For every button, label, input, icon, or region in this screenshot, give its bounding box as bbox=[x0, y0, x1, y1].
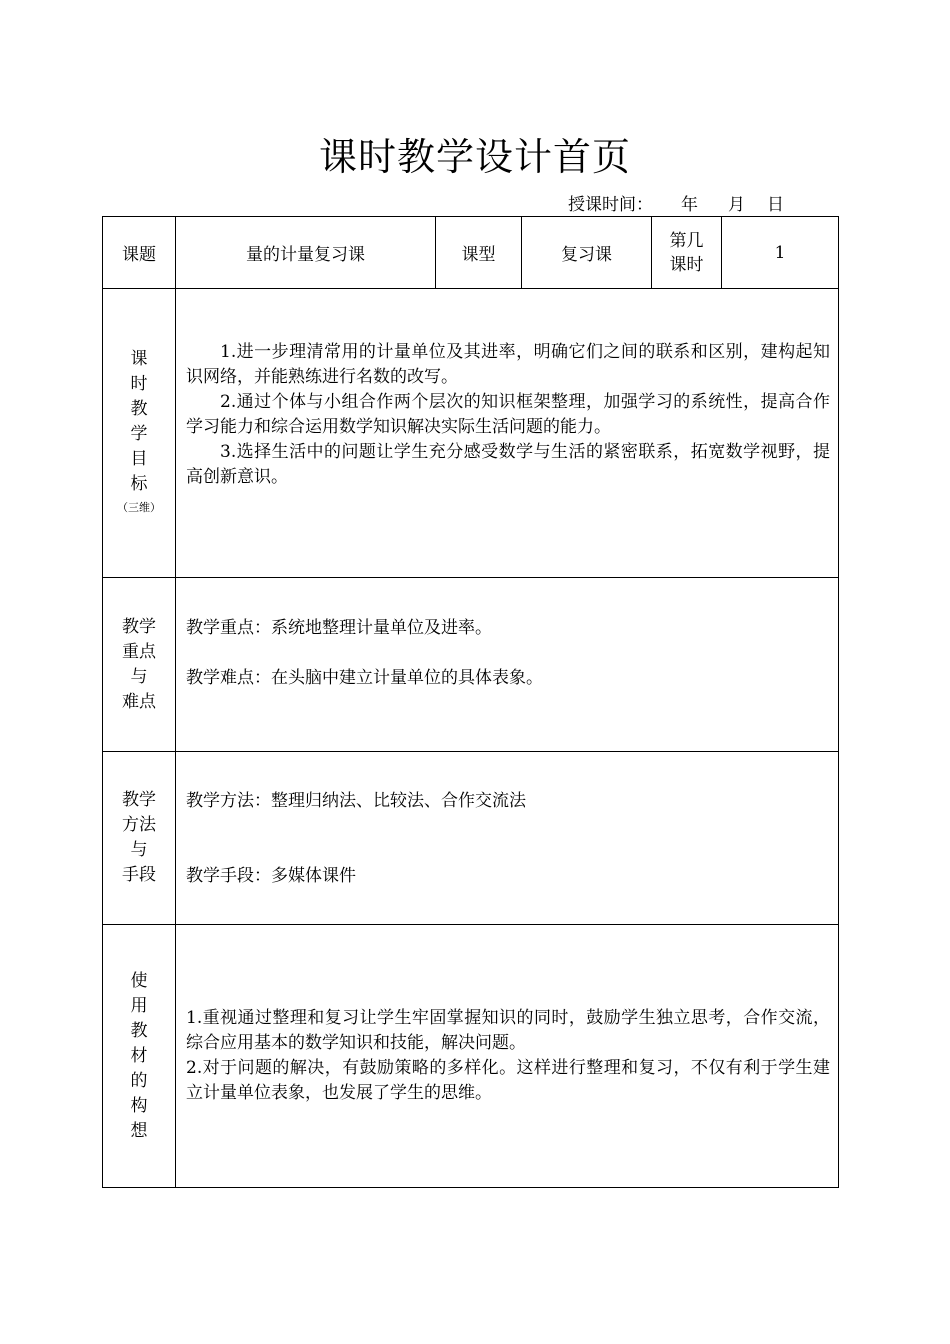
type-label: 课型 bbox=[436, 217, 522, 289]
objectives-label-char: 标 bbox=[130, 474, 148, 494]
key-points-label-line: 难点 bbox=[122, 691, 156, 712]
textbook-content bbox=[176, 925, 839, 1188]
textbook-label-char: 用 bbox=[130, 995, 148, 1016]
objectives-label-char: 课 bbox=[130, 349, 148, 369]
methods-label bbox=[103, 752, 176, 925]
period-label-line-2: 课时 bbox=[669, 254, 704, 275]
methods-label-line: 方法 bbox=[122, 815, 156, 835]
textbook-label-char: 的 bbox=[130, 1070, 148, 1091]
lesson-date-line bbox=[568, 190, 784, 215]
key-points-label bbox=[103, 578, 176, 752]
period-label bbox=[652, 217, 722, 289]
textbook-label bbox=[103, 925, 176, 1188]
key-points-content bbox=[176, 578, 839, 752]
textbook-item: 2.对于问题的解决，有鼓励策略的多样化。这样进行整理和复习，不仅有利于学生建立计量单位表象，也发展了学生的思维。 bbox=[186, 1058, 830, 1103]
methods-label-line: 手段 bbox=[122, 865, 156, 885]
teaching-difficulty: 教学难点：在头脑中建立计量单位的具体表象。 bbox=[186, 668, 543, 688]
methods-row bbox=[103, 752, 839, 925]
objectives-label-char: 教 bbox=[130, 399, 148, 419]
methods-label-line: 教学 bbox=[122, 790, 156, 810]
topic-value: 量的计量复习课 bbox=[176, 217, 436, 289]
textbook-row bbox=[103, 925, 839, 1188]
type-value: 复习课 bbox=[522, 217, 652, 289]
objectives-content bbox=[176, 289, 839, 578]
textbook-label-char: 构 bbox=[130, 1095, 148, 1116]
topic-label: 课题 bbox=[103, 217, 176, 289]
period-value: 1 bbox=[722, 217, 839, 289]
key-points-label-line: 重点 bbox=[122, 641, 156, 662]
objectives-label-note: （三维） bbox=[117, 501, 161, 514]
objectives-label-char: 时 bbox=[130, 374, 148, 394]
key-points-label-line: 与 bbox=[130, 666, 148, 687]
header-row bbox=[103, 217, 839, 289]
date-day: 日 bbox=[767, 195, 784, 215]
period-label-line-1: 第几 bbox=[669, 230, 704, 251]
page-title: 课时教学设计首页 bbox=[318, 135, 631, 179]
textbook-label-char: 教 bbox=[130, 1020, 148, 1041]
textbook-label-char: 想 bbox=[130, 1120, 148, 1141]
teaching-focus: 教学重点：系统地整理计量单位及进率。 bbox=[186, 618, 492, 638]
textbook-label-char: 材 bbox=[130, 1045, 148, 1066]
objectives-label-char: 学 bbox=[130, 424, 148, 444]
date-year: 年 bbox=[681, 195, 698, 215]
objective-item: 2.通过个体与小组合作两个层次的知识框架整理，加强学习的系统性，提高合作学习能力和综合运用数学知识解决实际生活问题的能力。 bbox=[186, 392, 830, 437]
teaching-means: 教学手段：多媒体课件 bbox=[186, 866, 356, 886]
date-month: 月 bbox=[728, 195, 745, 215]
objectives-row bbox=[103, 289, 839, 578]
key-points-row bbox=[103, 578, 839, 752]
textbook-label-char: 使 bbox=[130, 970, 148, 991]
objective-item: 1.进一步理清常用的计量单位及其进率，明确它们之间的联系和区别，建构起知识网络，并能熟练进行名数的改写。 bbox=[186, 342, 830, 387]
teaching-method: 教学方法：整理归纳法、比较法、合作交流法 bbox=[186, 791, 526, 811]
textbook-item: 1.重视通过整理和复习让学生牢固掌握知识的同时，鼓励学生独立思考，合作交流，综合应用基本的数学知识和技能，解决问题。 bbox=[186, 1008, 830, 1053]
lesson-design-table bbox=[102, 216, 839, 1188]
objective-item: 3.选择生活中的问题让学生充分感受数学与生活的紧密联系，拓宽数学视野，提高创新意识。 bbox=[186, 442, 830, 487]
date-label: 授课时间： bbox=[568, 195, 653, 215]
methods-label-line: 与 bbox=[130, 840, 148, 860]
objectives-label-char: 目 bbox=[130, 449, 148, 469]
key-points-label-line: 教学 bbox=[122, 616, 156, 637]
methods-content bbox=[176, 752, 839, 925]
objectives-label bbox=[103, 289, 176, 578]
